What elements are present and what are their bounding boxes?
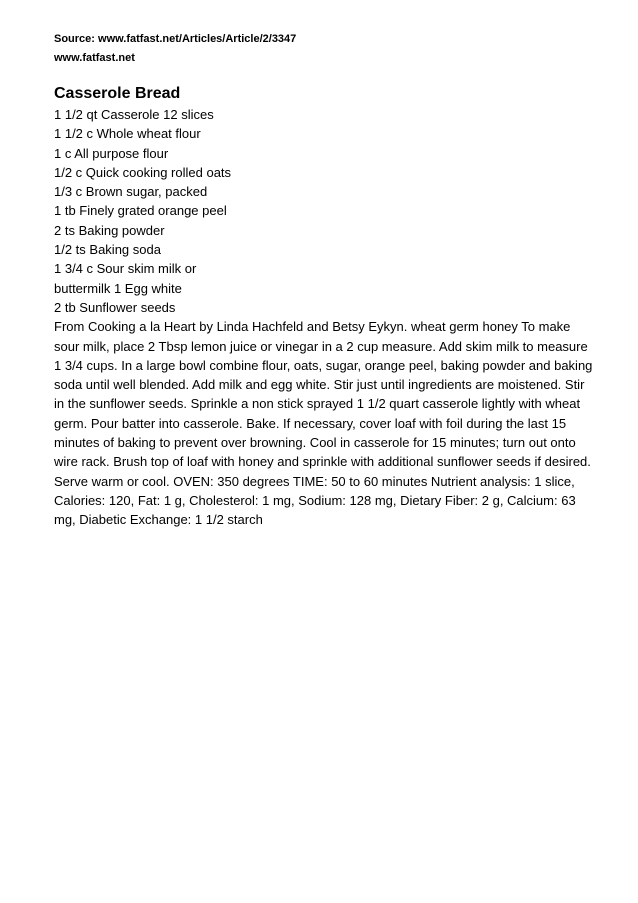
recipe-directions: From Cooking a la Heart by Linda Hachfeld and Betsy Eykyn. wheat germ honey To make sour milk, place 2 Tbsp lemon juice or vinegar in a 2 cup measure. Add skim milk to measure 1 3/4 cups. In a large bowl combine flour, oats, sugar, orange peel, baking powder and baking soda until well blended. Add milk and egg white. Stir just until ingredients are moistened. Stir in the sunflower seeds. Sprinkle a non stick sprayed 1 1/2 quart casserole lightly with wheat germ. Pour batter into casserole. Bake. If necessary, cover loaf with foil during the last 15 minutes of baking to prevent over browning. Cool in casserole for 15 minutes; turn out onto wire rack. Brush top of loaf with honey and sprinkle with additional sunflower seeds if desired. Serve warm or cool. OVEN: 350 degrees TIME: 50 to 60 minutes Nutrient analysis: 1 slice, Calories: 120, Fat: 1 g, Cholesterol: 1 mg, Sodium: 128 mg, Dietary Fiber: 2 g, Calcium: 63 mg, Diabetic Exchange: 1 1/2 starch	[54, 319, 593, 528]
site-url: www.fatfast.net	[54, 52, 135, 64]
source-url: Source: www.fatfast.net/Articles/Article/2/3347	[54, 33, 297, 45]
ingredient-list	[54, 105, 594, 317]
ingredient-item: 1/2 c Quick cooking rolled oats	[54, 164, 232, 180]
ingredient-item: 1 1/2 c Whole wheat flour	[54, 126, 201, 142]
document-page	[54, 30, 594, 530]
ingredient-item: 1 3/4 c Sour skim milk or	[54, 261, 197, 277]
ingredient-item: buttermilk 1 Egg white	[54, 280, 182, 296]
ingredient-item: 1 c All purpose flour	[54, 145, 169, 161]
ingredient-item: 1 1/2 qt Casserole 12 slices	[54, 107, 214, 122]
ingredient-item: 2 ts Baking powder	[54, 222, 165, 238]
ingredient-item: 2 tb Sunflower seeds	[54, 299, 176, 315]
ingredient-item: 1 tb Finely grated orange peel	[54, 203, 227, 219]
ingredient-item: 1/3 c Brown sugar, packed	[54, 184, 208, 200]
ingredient-item: 1/2 ts Baking soda	[54, 242, 161, 258]
recipe-title: Casserole Bread	[54, 85, 181, 102]
